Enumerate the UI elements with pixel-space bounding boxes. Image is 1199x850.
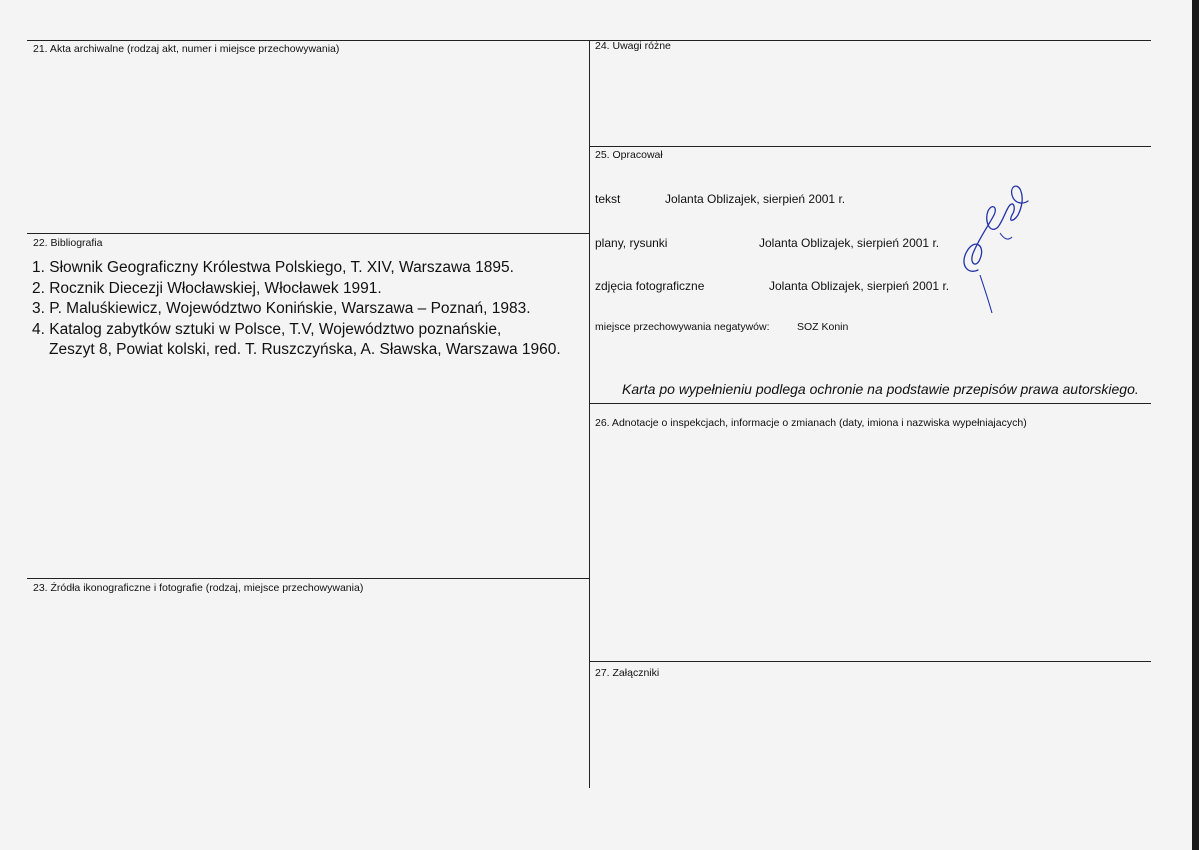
section-23-label: 23. Źródła ikonograficzne i fotografie (rodzaj, miejsce przechowywania) xyxy=(33,582,364,594)
negatives-storage-label: miejsce przechowywania negatywów: xyxy=(595,321,770,333)
bibliography-item-2: 2. Rocznik Diecezji Włocławskiej, Włocławek 1991. xyxy=(32,279,382,297)
negatives-storage-value: SOZ Konin xyxy=(797,321,849,333)
scan-edge xyxy=(1192,0,1199,850)
text-author-label: tekst xyxy=(595,192,621,206)
section-24-label: 24. Uwagi różne xyxy=(595,40,671,52)
text-author-value: Jolanta Oblizajek, sierpień 2001 r. xyxy=(665,192,846,206)
section-21-label: 21. Akta archiwalne (rodzaj akt, numer i miejsce przechowywania) xyxy=(33,43,340,55)
copyright-note: Karta po wypełnieniu podlega ochronie na podstawie przepisów prawa autorskiego. xyxy=(622,381,1139,397)
section-22-label: 22. Bibliografia xyxy=(33,237,103,249)
divider-22-23 xyxy=(27,578,589,579)
bibliography-item-4: 4. Katalog zabytków sztuki w Polsce, T.V, Województwo poznańskie, xyxy=(32,320,502,338)
photos-author-label: zdjęcia fotograficzne xyxy=(595,279,705,293)
divider-26-27 xyxy=(589,661,1151,662)
section-27-label: 27. Załączniki xyxy=(595,667,660,679)
section-26-label: 26. Adnotacje o inspekcjach, informacje o zmianach (daty, imiona i nazwiska wypełniajacych) xyxy=(595,417,1027,429)
bibliography-item-1: 1. Słownik Geograficzny Królestwa Polskiego, T. XIV, Warszawa 1895. xyxy=(32,259,514,276)
center-divider-line xyxy=(589,40,590,788)
divider-21-22 xyxy=(27,233,589,234)
handwritten-signature xyxy=(950,175,1040,320)
drawings-author-value: Jolanta Oblizajek, sierpień 2001 r. xyxy=(759,236,940,250)
divider-25-26 xyxy=(589,403,1151,404)
bibliography-item-3: 3. P. Maluśkiewicz, Województwo Konińskie, Warszawa – Poznań, 1983. xyxy=(32,300,531,317)
bibliography-list xyxy=(32,258,561,361)
photos-author-value: Jolanta Oblizajek, sierpień 2001 r. xyxy=(769,279,950,293)
divider-24-25 xyxy=(589,146,1151,147)
drawings-author-label: plany, rysunki xyxy=(595,236,668,250)
section-25-label: 25. Opracował xyxy=(595,149,663,161)
bibliography-item-4-continuation: Zeszyt 8, Powiat kolski, red. T. Ruszczyńska, A. Sławska, Warszawa 1960. xyxy=(49,341,561,358)
